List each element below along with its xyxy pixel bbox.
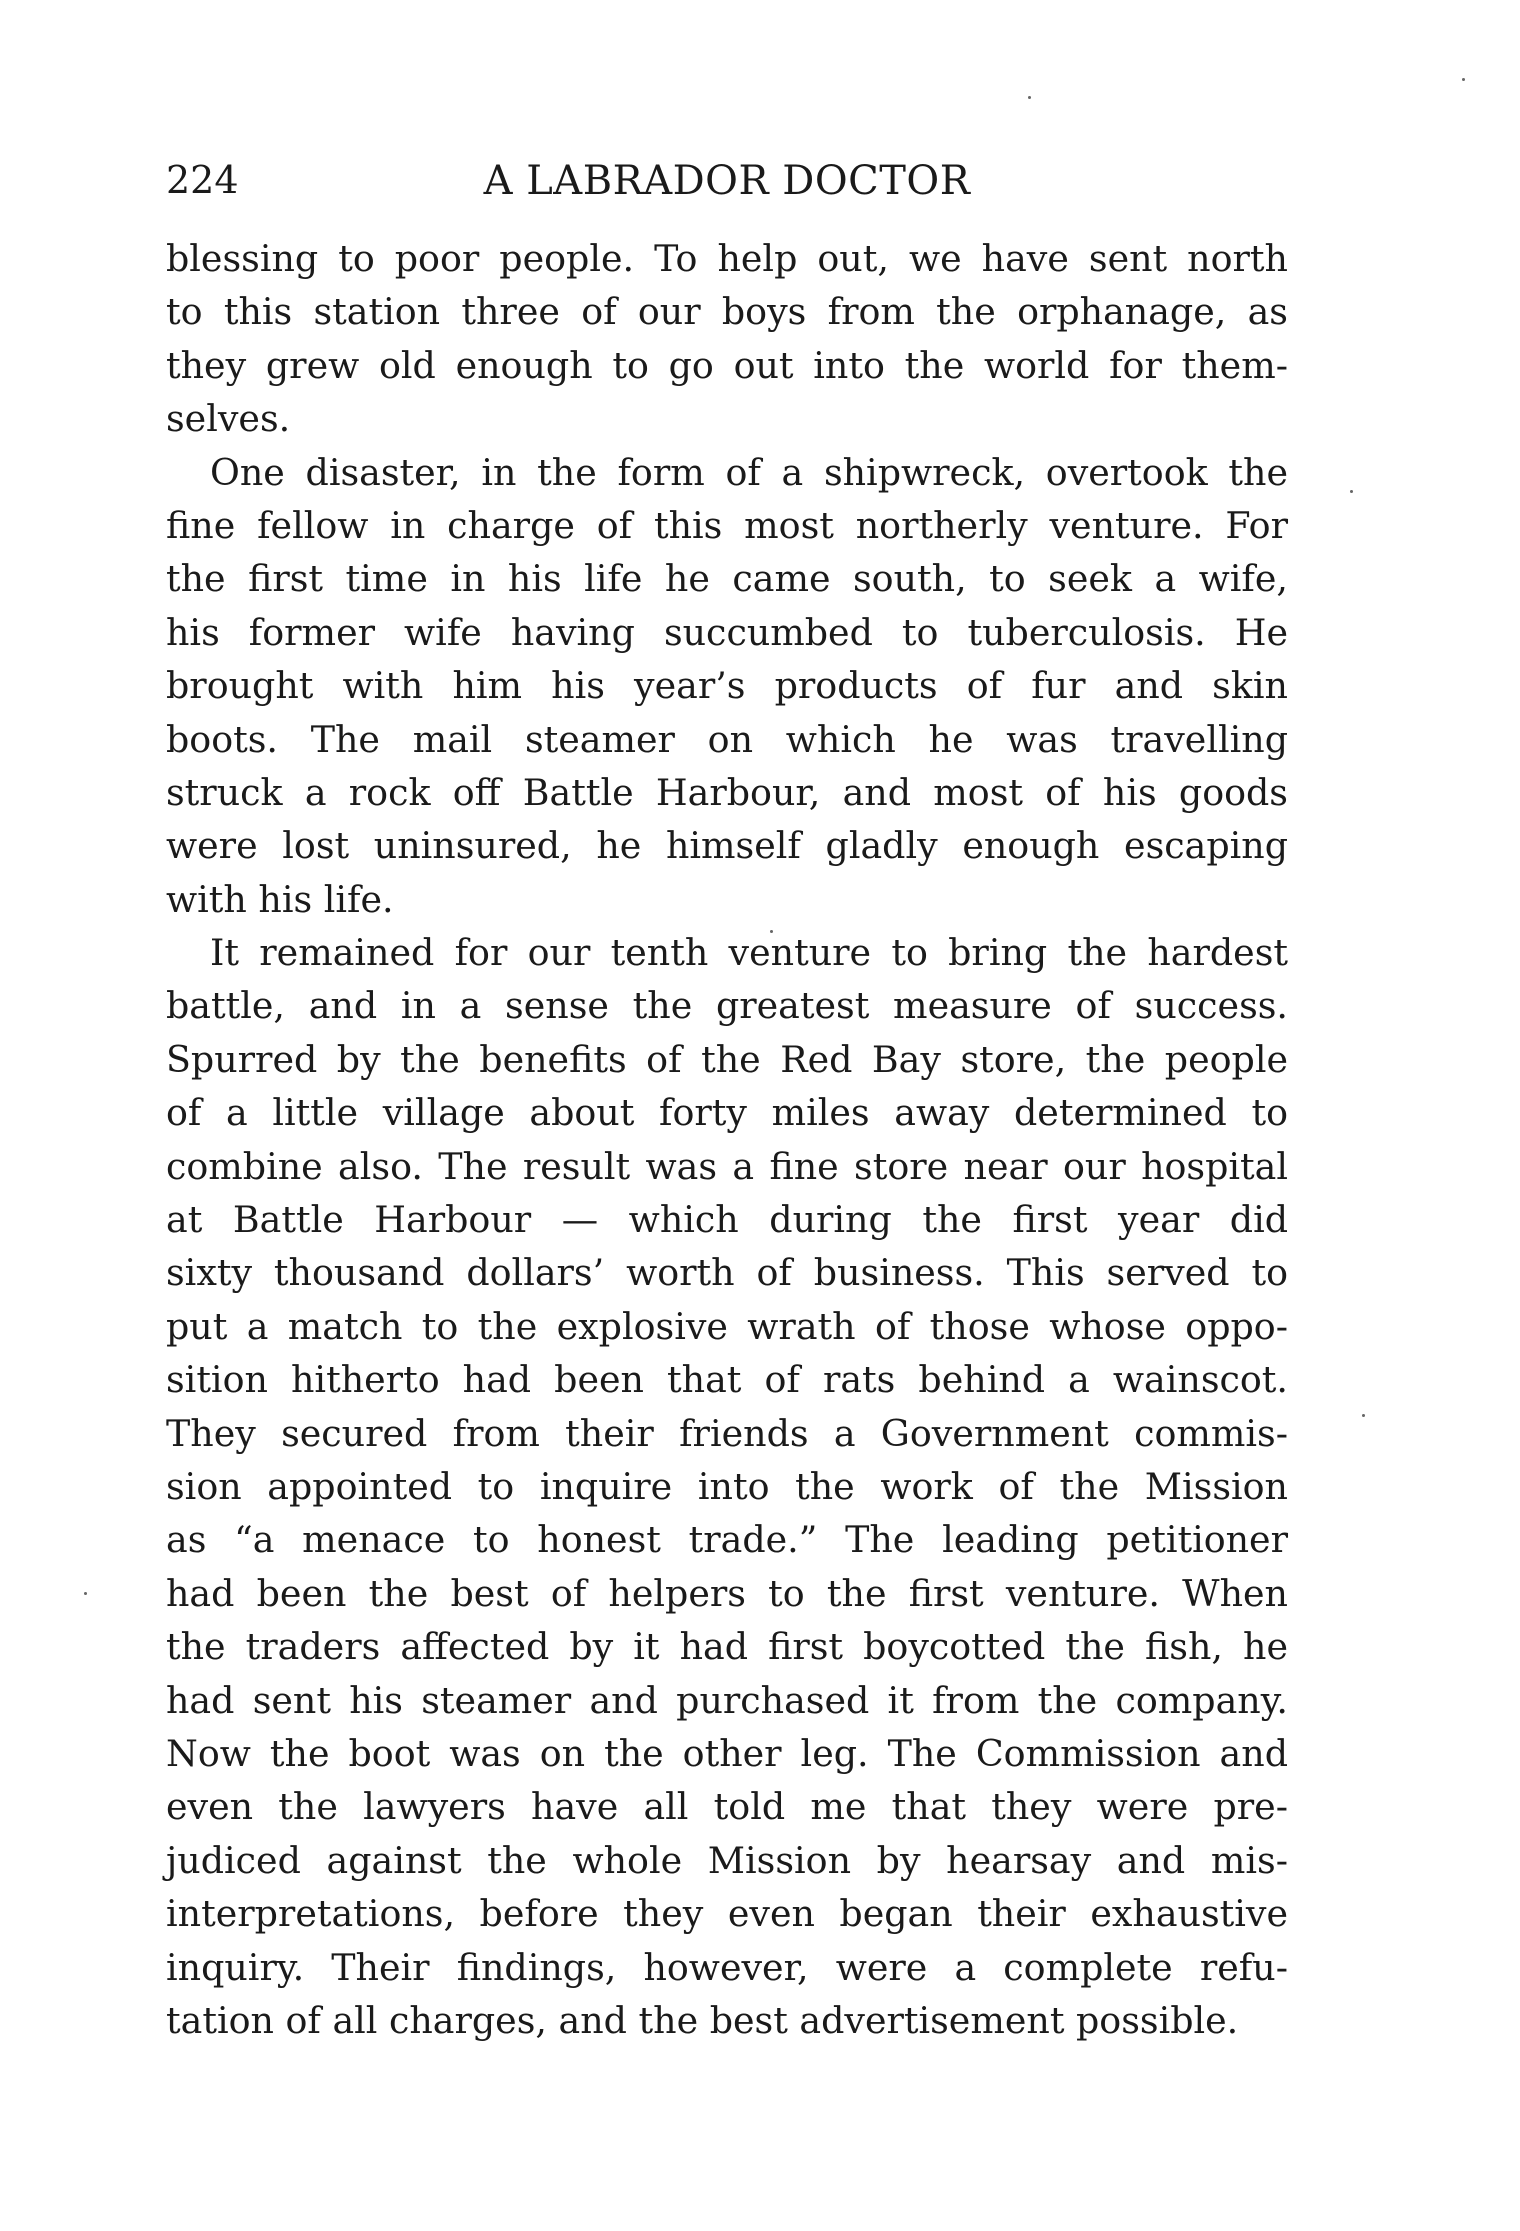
text-line: tation of all charges, and the best advertisement possible.: [166, 1998, 1239, 2042]
text-line: Spurred by the benefits of the Red Bay store, the people: [166, 1037, 1288, 1081]
text-line: struck a rock off Battle Harbour, and most of his goods: [166, 770, 1288, 814]
text-line: the traders affected by it had first boycotted the fish, he: [166, 1625, 1288, 1669]
page-number: 224: [166, 158, 239, 202]
paragraph: [166, 926, 1288, 2047]
text-line: brought with him his year’s products of fur and skin: [166, 664, 1288, 708]
text-line: They secured from their friends a Government commis-: [166, 1411, 1288, 1455]
text-line: were lost uninsured, he himself gladly enough escaping: [166, 824, 1288, 868]
paper-speck: [1462, 78, 1465, 81]
text-line: selves.: [166, 397, 291, 441]
text-line: sixty thousand dollars’ worth of business. This served to: [166, 1251, 1288, 1295]
text-line: had been the best of helpers to the first venture. When: [166, 1571, 1288, 1615]
text-line: as “a menace to honest trade.” The leading petitioner: [166, 1518, 1288, 1562]
text-line: put a match to the explosive wrath of those whose oppo-: [166, 1304, 1288, 1348]
page-header: [166, 158, 1288, 218]
text-line: Now the boot was on the other leg. The Commission and: [166, 1731, 1288, 1775]
text-line: his former wife having succumbed to tuberculosis. He: [166, 610, 1288, 654]
text-line: One disaster, in the form of a shipwreck, overtook the: [210, 450, 1288, 494]
paper-speck: [1350, 490, 1353, 493]
paragraph: [166, 446, 1288, 927]
text-line: battle, and in a sense the greatest measure of success.: [166, 984, 1288, 1028]
text-line: boots. The mail steamer on which he was travelling: [166, 717, 1288, 761]
body-text: [166, 232, 1288, 2047]
text-line: they grew old enough to go out into the world for them-: [166, 343, 1288, 387]
text-line: to this station three of our boys from the orphanage, as: [166, 290, 1288, 334]
text-line: interpretations, before they even began their exhaustive: [166, 1892, 1288, 1936]
text-line: at Battle Harbour — which during the first year did: [166, 1198, 1288, 1242]
text-line: of a little village about forty miles away determined to: [166, 1091, 1288, 1135]
text-line: sion appointed to inquire into the work of the Mission: [166, 1464, 1288, 1508]
text-line: even the lawyers have all told me that they were pre-: [166, 1785, 1288, 1829]
paragraph: [166, 232, 1288, 446]
text-line: judiced against the whole Mission by hearsay and mis-: [166, 1838, 1288, 1882]
running-head: A LABRADOR DOCTOR: [483, 158, 971, 204]
text-line: combine also. The result was a fine store near our hospital: [166, 1144, 1288, 1188]
paper-speck: [84, 1592, 87, 1595]
text-line: It remained for our tenth venture to bring the hardest: [210, 931, 1288, 975]
text-line: blessing to poor people. To help out, we have sent north: [166, 237, 1288, 280]
text-line: sition hitherto had been that of rats behind a wainscot.: [166, 1358, 1288, 1402]
text-line: fine fellow in charge of this most northerly venture. For: [166, 503, 1288, 547]
paper-speck: [1362, 1414, 1365, 1417]
text-line: with his life.: [166, 877, 394, 921]
text-line: the first time in his life he came south, to seek a wife,: [166, 557, 1288, 601]
text-line: had sent his steamer and purchased it from the company.: [166, 1678, 1288, 1722]
text-line: inquiry. Their findings, however, were a complete refu-: [166, 1945, 1288, 1989]
paper-speck: [1028, 96, 1031, 99]
